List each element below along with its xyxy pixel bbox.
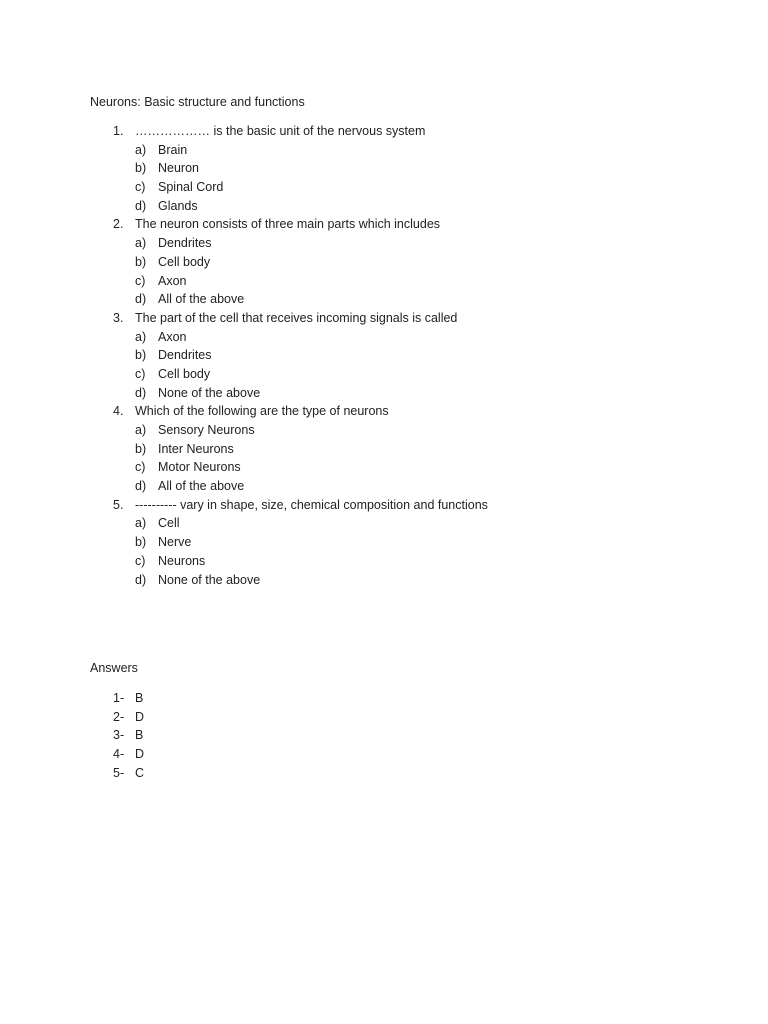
answer-value: D	[135, 747, 145, 762]
option-item	[0, 422, 768, 441]
question-text: ……………… is the basic unit of the nervous system	[135, 124, 426, 138]
answer-number: 5-	[113, 765, 125, 780]
option-text: Dendrites	[158, 348, 212, 363]
question-list	[0, 123, 768, 590]
option-item	[0, 572, 768, 591]
option-text: Cell body	[158, 366, 211, 381]
document-title: Neurons: Basic structure and functions	[90, 95, 305, 109]
answer-item	[0, 765, 768, 784]
option-letter: c)	[135, 180, 146, 195]
option-text: Neurons	[158, 553, 206, 568]
option-text: None of the above	[158, 385, 261, 400]
question-text: Which of the following are the type of neurons	[135, 404, 389, 419]
option-item	[0, 291, 768, 310]
question-5	[0, 497, 768, 516]
option-letter: d)	[135, 572, 147, 587]
question-3	[0, 310, 768, 329]
option-item	[0, 254, 768, 273]
option-item	[0, 553, 768, 572]
option-item	[0, 347, 768, 366]
answers-heading: Answers	[90, 661, 138, 675]
option-item	[0, 385, 768, 404]
question-text: ---------- vary in shape, size, chemical composition and functions	[135, 497, 488, 512]
option-item	[0, 366, 768, 385]
option-letter: a)	[135, 142, 147, 157]
option-text: Axon	[158, 329, 187, 344]
answer-item	[0, 709, 768, 728]
option-text: Sensory Neurons	[158, 423, 255, 437]
option-text: All of the above	[158, 292, 245, 307]
option-item	[0, 179, 768, 198]
option-letter: d)	[135, 198, 147, 213]
option-text: Axon	[158, 273, 187, 288]
answer-number: 4-	[113, 747, 125, 762]
question-text: The neuron consists of three main parts which includes	[135, 217, 441, 232]
question-number: 1.	[113, 124, 124, 138]
answer-value: B	[135, 691, 144, 705]
option-letter: d)	[135, 292, 147, 307]
option-item	[0, 142, 768, 161]
option-letter: c)	[135, 553, 146, 568]
option-item	[0, 515, 768, 534]
option-text: Dendrites	[158, 236, 212, 251]
answer-item	[0, 746, 768, 765]
option-letter: a)	[135, 329, 147, 344]
option-letter: b)	[135, 161, 147, 176]
question-2	[0, 216, 768, 235]
option-item	[0, 459, 768, 478]
option-text: Motor Neurons	[158, 460, 241, 475]
option-text: Nerve	[158, 535, 192, 550]
answer-item	[0, 690, 768, 709]
question-text: The part of the cell that receives incoming signals is called	[135, 310, 458, 325]
question-number: 5.	[113, 497, 124, 512]
question-number: 4.	[113, 404, 124, 419]
option-letter: c)	[135, 366, 146, 381]
option-text: Cell	[158, 516, 180, 531]
option-text: Cell body	[158, 254, 211, 269]
answer-number: 1-	[113, 691, 125, 705]
option-item	[0, 235, 768, 254]
option-letter: d)	[135, 385, 147, 400]
question-number: 2.	[113, 217, 124, 232]
option-text: Inter Neurons	[158, 441, 234, 456]
option-letter: c)	[135, 460, 146, 475]
option-text: Glands	[158, 198, 198, 213]
answer-number: 3-	[113, 728, 125, 743]
option-letter: a)	[135, 236, 147, 251]
option-text: Neuron	[158, 161, 199, 176]
option-item	[0, 329, 768, 348]
option-text: Brain	[158, 142, 188, 157]
option-item	[0, 198, 768, 217]
answer-value: C	[135, 765, 145, 780]
option-letter: c)	[135, 273, 146, 288]
option-letter: b)	[135, 441, 147, 456]
option-letter: a)	[135, 516, 147, 531]
option-letter: a)	[135, 423, 147, 437]
option-text: Spinal Cord	[158, 180, 224, 195]
answer-value: B	[135, 728, 144, 743]
option-item	[0, 160, 768, 179]
option-letter: d)	[135, 479, 147, 494]
option-item	[0, 534, 768, 553]
question-4	[0, 403, 768, 422]
option-item	[0, 478, 768, 497]
answer-number: 2-	[113, 709, 125, 724]
answer-key-list	[0, 690, 768, 783]
option-item	[0, 273, 768, 292]
question-1	[0, 123, 768, 142]
answer-value: D	[135, 709, 145, 724]
option-letter: b)	[135, 254, 147, 269]
answer-item	[0, 727, 768, 746]
question-number: 3.	[113, 310, 124, 325]
option-letter: b)	[135, 535, 147, 550]
option-text: All of the above	[158, 479, 245, 494]
option-text: None of the above	[158, 572, 261, 587]
option-letter: b)	[135, 348, 147, 363]
option-item	[0, 441, 768, 460]
